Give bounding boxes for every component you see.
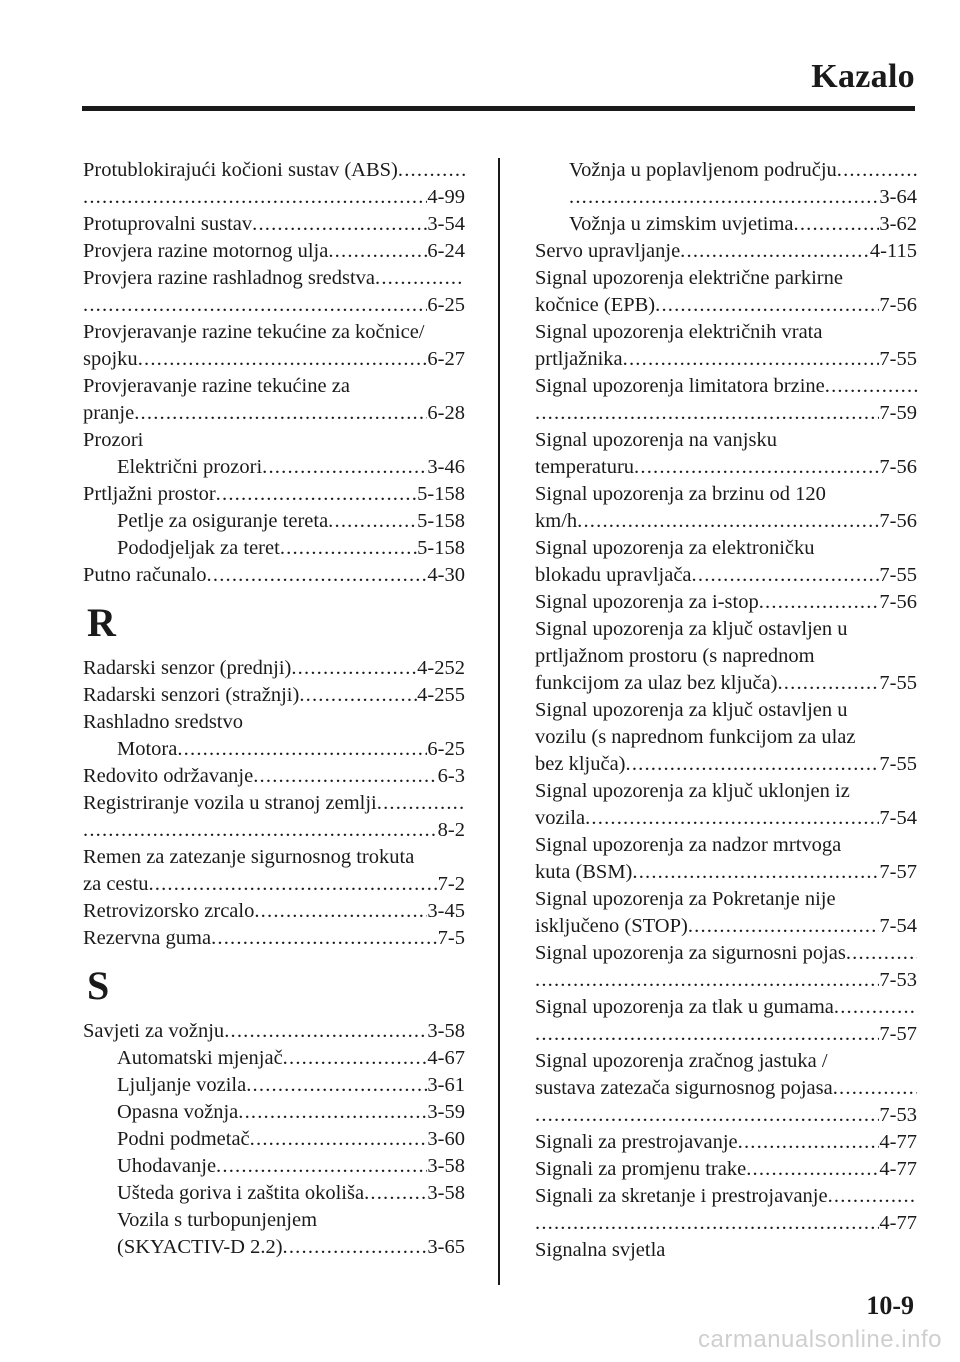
page-number: 10-9 (866, 1291, 914, 1320)
index-page-ref: 7-54 (879, 807, 917, 829)
index-page-ref: 7-55 (879, 672, 917, 694)
index-entry (535, 427, 917, 454)
index-letter-heading: S (87, 963, 110, 1008)
index-page-ref: 5-158 (417, 537, 465, 559)
dot-leader (759, 589, 880, 616)
index-entry (535, 940, 917, 967)
index-page-ref: 3-58 (427, 1182, 465, 1204)
index-page-ref: 3-64 (879, 186, 917, 208)
index-page-ref: 7-59 (879, 402, 917, 424)
index-page-ref: 7-54 (879, 915, 917, 937)
dot-leader (283, 1234, 428, 1261)
index-entry (535, 1183, 917, 1210)
dot-leader (680, 238, 870, 265)
dot-leader (834, 994, 917, 1021)
index-entry (83, 709, 465, 736)
index-page-ref: 3-46 (427, 456, 465, 478)
index-entry (535, 265, 917, 292)
dot-leader (746, 1156, 879, 1183)
dot-leader (252, 211, 427, 238)
dot-leader (692, 562, 880, 589)
index-term: Putno računalo (83, 564, 207, 586)
index-entry (83, 1045, 465, 1072)
index-page-ref: 6-27 (427, 348, 465, 370)
dot-leader (777, 670, 879, 697)
dot-leader (535, 1102, 879, 1129)
dot-leader (238, 1099, 427, 1126)
index-term: Uhodavanje (117, 1155, 217, 1177)
index-page-ref: 7-57 (879, 1023, 917, 1045)
index-term: Prozori (83, 429, 144, 451)
dot-leader (655, 292, 879, 319)
index-page-ref: 3-58 (427, 1155, 465, 1177)
index-page-ref: 3-58 (427, 1020, 465, 1042)
index-term: Radarski senzori (stražnji) (83, 684, 300, 706)
dot-leader (626, 751, 880, 778)
index-entry (535, 346, 917, 373)
index-term: Signal upozorenja za tlak u gumama (535, 996, 834, 1018)
index-term: Električni prozori (117, 456, 263, 478)
dot-leader (828, 1183, 917, 1210)
index-term: vozilu (s naprednom funkcijom za ulaz (535, 726, 856, 748)
index-term: Opasna vožnja (117, 1101, 239, 1123)
index-term: Signal upozorenja za elektroničku (535, 537, 815, 559)
index-entry (535, 1237, 917, 1264)
index-term: Podni podmetač (117, 1128, 250, 1150)
index-term: Signal upozorenja za ključ ostavljen u (535, 699, 848, 721)
index-page-ref: 8-2 (437, 819, 465, 841)
index-entry (535, 1156, 917, 1183)
index-term: za cestu (83, 873, 149, 895)
index-term: Rashladno sredstvo (83, 711, 243, 733)
index-page-ref: 7-57 (879, 861, 917, 883)
index-term: Protuprovalni sustav (83, 213, 253, 235)
index-page-ref: 6-28 (427, 402, 465, 424)
index-term: kuta (BSM) (535, 861, 633, 883)
index-term: Signali za promjenu trake (535, 1158, 747, 1180)
index-entry (83, 562, 465, 589)
index-letter-heading: R (87, 600, 116, 645)
dot-leader (634, 454, 879, 481)
index-page-ref: 3-59 (427, 1101, 465, 1123)
index-entry (535, 373, 917, 400)
index-entry (83, 1072, 465, 1099)
index-term: Provjeravanje razine tekućine za (83, 375, 350, 397)
index-entry (535, 967, 917, 994)
index-entry (535, 805, 917, 832)
index-page-ref: 7-55 (879, 753, 917, 775)
index-page-ref: 6-24 (427, 240, 465, 262)
dot-leader (535, 1021, 879, 1048)
index-entry (83, 211, 465, 238)
dot-leader (250, 1126, 428, 1153)
dot-leader (738, 1129, 880, 1156)
index-entry (83, 817, 465, 844)
index-page-ref: 4-255 (417, 684, 465, 706)
index-term: Pododjeljak za teret (117, 537, 280, 559)
index-term: Savjeti za vožnju (83, 1020, 225, 1042)
index-term: Vožnja u poplavljenom području (569, 159, 837, 181)
index-term: Petlje za osiguranje tereta (117, 510, 329, 532)
index-term: kočnice (EPB) (535, 294, 656, 316)
index-term: Provjeravanje razine tekućine za kočnice/ (83, 321, 425, 343)
index-entry (83, 319, 465, 346)
index-page-ref: 7-53 (879, 969, 917, 991)
index-entry (535, 1021, 917, 1048)
index-entry (83, 1153, 465, 1180)
index-entry (535, 535, 917, 562)
index-page-ref: 7-55 (879, 348, 917, 370)
index-page-ref: 7-56 (879, 510, 917, 532)
index-page-ref: 4-67 (427, 1047, 465, 1069)
index-term: blokadu upravljača (535, 564, 692, 586)
dot-leader (328, 238, 427, 265)
dot-leader (291, 655, 417, 682)
index-page-ref: 6-3 (437, 765, 465, 787)
index-entry (535, 643, 917, 670)
dot-leader (207, 562, 428, 589)
index-entry (83, 427, 465, 454)
index-page-ref: 4-77 (879, 1212, 917, 1234)
index-column-left (83, 157, 465, 1261)
index-entry (83, 292, 465, 319)
index-entry (535, 778, 917, 805)
index-term: bez ključa) (535, 753, 626, 775)
index-entry (535, 994, 917, 1021)
dot-leader (375, 265, 465, 292)
index-term: pranje (83, 402, 135, 424)
index-page-ref: 6-25 (427, 738, 465, 760)
dot-leader (577, 508, 879, 535)
index-page-ref: 5-158 (417, 510, 465, 532)
index-column-right (535, 157, 917, 1264)
index-term: Signal upozorenja na vanjsku (535, 429, 777, 451)
index-term: Protublokirajući kočioni sustav (ABS) (83, 159, 398, 181)
index-term: prtljažnom prostoru (s naprednom (535, 645, 815, 667)
index-term: vozila (535, 807, 586, 829)
index-term: Ljuljanje vozila (117, 1074, 247, 1096)
index-term: Signali za skretanje i prestrojavanje (535, 1185, 828, 1207)
header-rule (82, 106, 915, 111)
index-page-ref: 7-56 (879, 591, 917, 613)
index-term: Signali za prestrojavanje (535, 1131, 738, 1153)
index-term: Provjera razine rashladnog sredstva (83, 267, 376, 289)
index-term: Vožnja u zimskim uvjetima (569, 213, 794, 235)
dot-leader (364, 1180, 427, 1207)
index-term: Signal upozorenja za ključ uklonjen iz (535, 780, 850, 802)
index-page-ref: 4-30 (427, 564, 465, 586)
dot-leader (585, 805, 879, 832)
index-term: Prtljažni prostor (83, 483, 216, 505)
index-term: sustava zatezača sigurnosnog pojasa (535, 1077, 833, 1099)
index-entry (83, 1099, 465, 1126)
dot-leader (224, 1018, 427, 1045)
index-entry (83, 346, 465, 373)
index-term: spojku (83, 348, 138, 370)
dot-leader (83, 292, 427, 319)
index-entry (535, 859, 917, 886)
dot-leader (299, 682, 417, 709)
index-entry (83, 238, 465, 265)
index-term: Signal upozorenja električne parkirne (535, 267, 843, 289)
dot-leader (846, 940, 917, 967)
index-entry (535, 1048, 917, 1075)
index-term: Provjera razine motornog ulja (83, 240, 329, 262)
index-page-ref: 4-252 (417, 657, 465, 679)
dot-leader (134, 400, 427, 427)
dot-leader (837, 157, 917, 184)
index-page-ref: 4-99 (427, 186, 465, 208)
dot-leader (377, 790, 465, 817)
index-term: Retrovizorsko zrcalo (83, 900, 255, 922)
index-entry (535, 1102, 917, 1129)
index-term: Signal upozorenja za ključ ostavljen u (535, 618, 848, 640)
index-page-ref: 3-54 (427, 213, 465, 235)
index-entry (535, 670, 917, 697)
dot-leader (83, 817, 438, 844)
index-term: Automatski mjenjač (117, 1047, 283, 1069)
index-entry (535, 616, 917, 643)
index-term: Ušteda goriva i zaštita okoliša (117, 1182, 365, 1204)
index-page-ref: 7-53 (879, 1104, 917, 1126)
index-term: Signal upozorenja za Pokretanje nije (535, 888, 836, 910)
index-entry (535, 832, 917, 859)
index-term: temperaturu (535, 456, 635, 478)
index-entry (535, 211, 917, 238)
index-term: Signal upozorenja za nadzor mrtvoga (535, 834, 842, 856)
dot-leader (280, 535, 417, 562)
index-page-ref: 3-65 (427, 1236, 465, 1258)
index-term: Redovito održavanje (83, 765, 254, 787)
index-term: Signal upozorenja za brzinu od 120 (535, 483, 826, 505)
index-entry (535, 292, 917, 319)
index-entry (535, 481, 917, 508)
index-entry (83, 454, 465, 481)
dot-leader (328, 508, 417, 535)
index-entry (83, 655, 465, 682)
dot-leader (632, 859, 879, 886)
index-term: isključeno (STOP) (535, 915, 688, 937)
index-term: Remen za zatezanje sigurnosnog trokuta (83, 846, 415, 868)
dot-leader (535, 400, 879, 427)
index-page-ref: 3-61 (427, 1074, 465, 1096)
index-entry (535, 508, 917, 535)
index-entry (83, 925, 465, 952)
index-entry (535, 454, 917, 481)
index-entry (83, 682, 465, 709)
index-entry (535, 319, 917, 346)
index-term: Motora (117, 738, 178, 760)
dot-leader (216, 481, 418, 508)
dot-leader (833, 1075, 917, 1102)
index-entry (535, 697, 917, 724)
index-page-ref: 7-56 (879, 294, 917, 316)
index-entry (83, 265, 465, 292)
dot-leader (177, 736, 427, 763)
dot-leader (825, 373, 917, 400)
index-term: Signalna svjetla (535, 1239, 666, 1261)
index-term: Signal upozorenja zračnog jastuka / (535, 1050, 828, 1072)
index-page-ref: 3-60 (427, 1128, 465, 1150)
index-term: Registriranje vozila u stranoj zemlji (83, 792, 377, 814)
index-entry (535, 238, 917, 265)
index-term: (SKYACTIV-D 2.2) (117, 1236, 283, 1258)
index-entry (535, 1075, 917, 1102)
dot-leader (283, 1045, 428, 1072)
index-page-ref: 3-62 (879, 213, 917, 235)
index-term: Signal upozorenja za i-stop (535, 591, 759, 613)
index-entry (83, 1207, 465, 1234)
index-entry (83, 790, 465, 817)
index-entry (83, 481, 465, 508)
index-term: km/h (535, 510, 578, 532)
index-entry (83, 400, 465, 427)
index-entry (83, 1234, 465, 1261)
index-entry (535, 724, 917, 751)
index-entry (535, 886, 917, 913)
index-entry (83, 1180, 465, 1207)
index-page-ref: 7-5 (437, 927, 465, 949)
index-entry (83, 763, 465, 790)
dot-leader (535, 967, 879, 994)
dot-leader (569, 184, 879, 211)
index-entry (83, 373, 465, 400)
index-entry (83, 184, 465, 211)
dot-leader (211, 925, 438, 952)
index-term: Radarski senzor (prednji) (83, 657, 292, 679)
index-entry (535, 157, 917, 184)
index-term: Signal upozorenja limitatora brzine (535, 375, 825, 397)
index-entry (83, 871, 465, 898)
index-entry (535, 400, 917, 427)
index-term: Rezervna guma (83, 927, 212, 949)
index-page-ref: 4-115 (869, 240, 917, 262)
column-divider (498, 158, 500, 1285)
index-entry (83, 157, 465, 184)
watermark: carmanualsonline.info (698, 1326, 942, 1353)
dot-leader (794, 211, 880, 238)
index-term: Signal upozorenja električnih vrata (535, 321, 823, 343)
index-page-ref: 4-77 (879, 1131, 917, 1153)
dot-leader (253, 763, 437, 790)
index-term: Signal upozorenja za sigurnosni pojas (535, 942, 846, 964)
dot-leader (246, 1072, 427, 1099)
index-entry (535, 913, 917, 940)
page-title: Kazalo (811, 58, 915, 95)
index-entry (535, 1210, 917, 1237)
index-page-ref: 7-2 (437, 873, 465, 895)
index-page-ref: 3-45 (427, 900, 465, 922)
dot-leader (398, 157, 465, 184)
index-entry (535, 562, 917, 589)
index-entry (83, 844, 465, 871)
index-entry (535, 589, 917, 616)
index-entry (535, 1129, 917, 1156)
index-page-ref: 4-77 (879, 1158, 917, 1180)
dot-leader (623, 346, 880, 373)
dot-leader (83, 184, 427, 211)
dot-leader (254, 898, 427, 925)
index-page-ref: 6-25 (427, 294, 465, 316)
index-entry (83, 1126, 465, 1153)
index-term: prtljažnika (535, 348, 623, 370)
dot-leader (262, 454, 427, 481)
index-entry (535, 751, 917, 778)
index-term: funkcijom za ulaz bez ključa) (535, 672, 778, 694)
index-entry (535, 184, 917, 211)
index-page-ref: 5-158 (417, 483, 465, 505)
dot-leader (216, 1153, 427, 1180)
dot-leader (688, 913, 880, 940)
dot-leader (535, 1210, 879, 1237)
index-entry (83, 898, 465, 925)
index-entry (83, 535, 465, 562)
index-page-ref: 7-55 (879, 564, 917, 586)
index-entry (83, 736, 465, 763)
index-page-ref: 7-56 (879, 456, 917, 478)
dot-leader (138, 346, 428, 373)
index-term: Vozila s turbopunjenjem (117, 1209, 318, 1231)
index-term: Servo upravljanje (535, 240, 681, 262)
dot-leader (148, 871, 437, 898)
index-entry (83, 508, 465, 535)
index-entry (83, 1018, 465, 1045)
